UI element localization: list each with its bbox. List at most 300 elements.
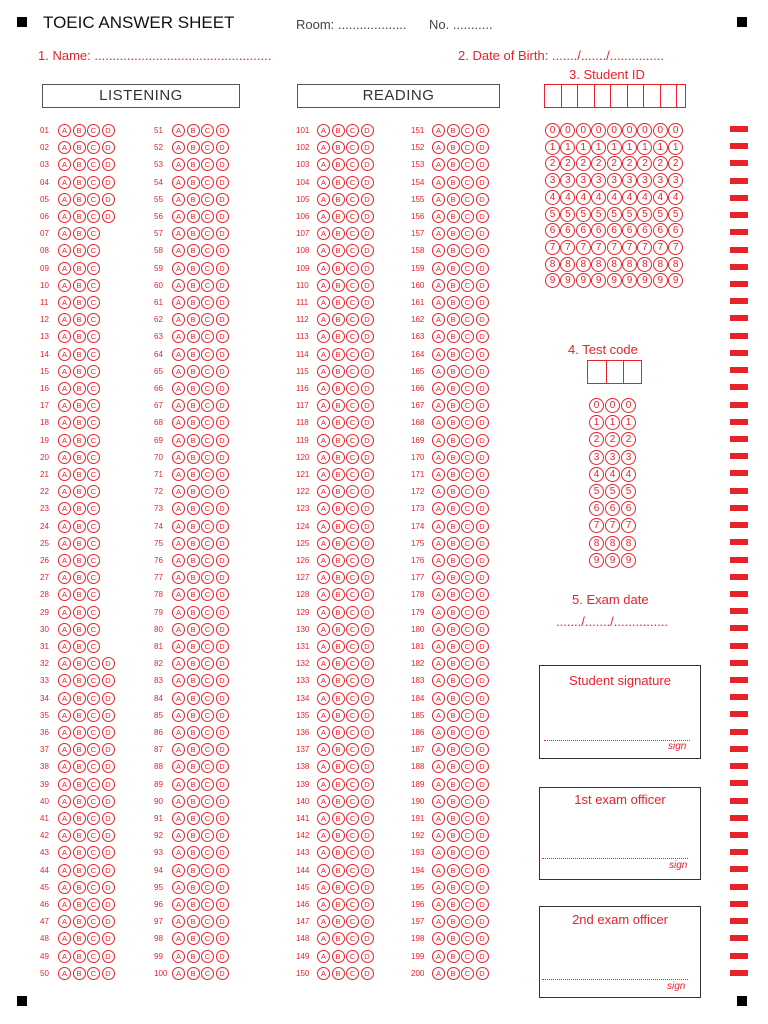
student-id-digit-bubble[interactable]: 3 [622,173,637,188]
answer-bubble-d[interactable]: D [102,657,115,670]
answer-bubble-d[interactable]: D [476,158,489,171]
answer-bubble-b[interactable]: B [447,778,460,791]
student-id-digit-bubble[interactable]: 5 [576,207,591,222]
test-code-digit-bubble[interactable]: 3 [621,450,636,465]
answer-bubble-b[interactable]: B [332,674,345,687]
answer-bubble-a[interactable]: A [172,846,185,859]
student-id-digit-bubble[interactable]: 0 [545,123,560,138]
answer-bubble-a[interactable]: A [58,262,71,275]
answer-bubble-c[interactable]: C [461,846,474,859]
answer-bubble-d[interactable]: D [476,967,489,980]
answer-bubble-c[interactable]: C [201,296,214,309]
answer-bubble-a[interactable]: A [58,778,71,791]
answer-bubble-b[interactable]: B [332,623,345,636]
answer-bubble-a[interactable]: A [432,485,445,498]
answer-bubble-b[interactable]: B [73,416,86,429]
answer-bubble-a[interactable]: A [58,330,71,343]
answer-bubble-a[interactable]: A [58,451,71,464]
answer-bubble-d[interactable]: D [361,502,374,515]
answer-bubble-c[interactable]: C [201,330,214,343]
answer-bubble-c[interactable]: C [87,915,100,928]
answer-bubble-c[interactable]: C [201,244,214,257]
answer-bubble-c[interactable]: C [461,726,474,739]
answer-bubble-b[interactable]: B [73,795,86,808]
student-id-digit-bubble[interactable]: 4 [591,190,606,205]
answer-bubble-d[interactable]: D [361,416,374,429]
student-id-digit-bubble[interactable]: 4 [622,190,637,205]
answer-bubble-b[interactable]: B [187,726,200,739]
answer-bubble-b[interactable]: B [73,571,86,584]
answer-bubble-d[interactable]: D [361,244,374,257]
answer-bubble-a[interactable]: A [172,330,185,343]
student-id-digit-bubble[interactable]: 0 [637,123,652,138]
answer-bubble-d[interactable]: D [216,348,229,361]
answer-bubble-c[interactable]: C [461,502,474,515]
answer-bubble-a[interactable]: A [58,485,71,498]
answer-bubble-a[interactable]: A [432,692,445,705]
answer-bubble-a[interactable]: A [432,846,445,859]
student-id-digit-bubble[interactable]: 6 [545,223,560,238]
test-code-digit-bubble[interactable]: 8 [621,536,636,551]
answer-bubble-c[interactable]: C [346,382,359,395]
answer-bubble-c[interactable]: C [201,778,214,791]
answer-bubble-d[interactable]: D [102,709,115,722]
answer-bubble-c[interactable]: C [461,915,474,928]
student-id-digit-bubble[interactable]: 1 [576,140,591,155]
answer-bubble-b[interactable]: B [187,812,200,825]
answer-bubble-b[interactable]: B [73,468,86,481]
answer-bubble-a[interactable]: A [432,262,445,275]
answer-bubble-a[interactable]: A [58,898,71,911]
student-id-digit-bubble[interactable]: 3 [545,173,560,188]
answer-bubble-d[interactable]: D [476,709,489,722]
answer-bubble-d[interactable]: D [216,451,229,464]
answer-bubble-c[interactable]: C [201,967,214,980]
answer-bubble-a[interactable]: A [317,674,330,687]
answer-bubble-c[interactable]: C [346,451,359,464]
student-id-digit-bubble[interactable]: 4 [607,190,622,205]
student-id-digit-bubble[interactable]: 3 [607,173,622,188]
answer-bubble-a[interactable]: A [317,313,330,326]
answer-bubble-a[interactable]: A [172,709,185,722]
answer-bubble-d[interactable]: D [102,124,115,137]
answer-bubble-c[interactable]: C [461,898,474,911]
answer-bubble-c[interactable]: C [87,846,100,859]
answer-bubble-a[interactable]: A [432,382,445,395]
answer-bubble-d[interactable]: D [476,726,489,739]
answer-bubble-c[interactable]: C [461,141,474,154]
answer-bubble-d[interactable]: D [361,382,374,395]
answer-bubble-c[interactable]: C [87,176,100,189]
answer-bubble-c[interactable]: C [87,674,100,687]
answer-bubble-c[interactable]: C [461,950,474,963]
answer-bubble-b[interactable]: B [447,313,460,326]
answer-bubble-a[interactable]: A [58,709,71,722]
answer-bubble-a[interactable]: A [432,399,445,412]
answer-bubble-d[interactable]: D [102,950,115,963]
answer-bubble-d[interactable]: D [476,451,489,464]
answer-bubble-d[interactable]: D [361,296,374,309]
test-code-digit-bubble[interactable]: 7 [621,518,636,533]
student-id-digit-bubble[interactable]: 7 [637,240,652,255]
answer-bubble-c[interactable]: C [87,778,100,791]
answer-bubble-a[interactable]: A [172,606,185,619]
answer-bubble-c[interactable]: C [461,485,474,498]
answer-bubble-b[interactable]: B [73,950,86,963]
answer-bubble-d[interactable]: D [102,898,115,911]
answer-bubble-b[interactable]: B [73,760,86,773]
answer-bubble-c[interactable]: C [87,829,100,842]
answer-bubble-d[interactable]: D [361,743,374,756]
answer-bubble-a[interactable]: A [317,193,330,206]
answer-bubble-b[interactable]: B [332,227,345,240]
answer-bubble-b[interactable]: B [447,571,460,584]
test-code-digit-bubble[interactable]: 1 [621,415,636,430]
answer-bubble-a[interactable]: A [317,468,330,481]
exam-date-field[interactable]: ......./......./............... [556,614,668,629]
answer-bubble-d[interactable]: D [102,176,115,189]
answer-bubble-c[interactable]: C [87,210,100,223]
answer-bubble-c[interactable]: C [201,141,214,154]
answer-bubble-c[interactable]: C [201,657,214,670]
answer-bubble-b[interactable]: B [447,864,460,877]
answer-bubble-a[interactable]: A [58,399,71,412]
answer-bubble-c[interactable]: C [461,348,474,361]
answer-bubble-d[interactable]: D [216,881,229,894]
answer-bubble-b[interactable]: B [332,262,345,275]
answer-bubble-c[interactable]: C [201,210,214,223]
answer-bubble-a[interactable]: A [172,967,185,980]
student-id-digit-bubble[interactable]: 9 [653,273,668,288]
answer-bubble-a[interactable]: A [432,864,445,877]
answer-bubble-a[interactable]: A [172,365,185,378]
answer-bubble-a[interactable]: A [172,348,185,361]
answer-bubble-b[interactable]: B [187,502,200,515]
answer-bubble-b[interactable]: B [332,485,345,498]
answer-bubble-a[interactable]: A [317,176,330,189]
answer-bubble-d[interactable]: D [361,760,374,773]
answer-bubble-c[interactable]: C [87,571,100,584]
answer-bubble-b[interactable]: B [73,726,86,739]
answer-bubble-b[interactable]: B [187,640,200,653]
answer-bubble-b[interactable]: B [187,227,200,240]
answer-bubble-b[interactable]: B [73,485,86,498]
answer-bubble-d[interactable]: D [102,726,115,739]
answer-bubble-a[interactable]: A [432,623,445,636]
answer-bubble-c[interactable]: C [87,726,100,739]
answer-bubble-d[interactable]: D [476,330,489,343]
answer-bubble-d[interactable]: D [476,262,489,275]
answer-bubble-a[interactable]: A [172,726,185,739]
answer-bubble-d[interactable]: D [102,778,115,791]
student-id-digit-bubble[interactable]: 8 [622,257,637,272]
answer-bubble-a[interactable]: A [317,967,330,980]
answer-bubble-c[interactable]: C [461,709,474,722]
answer-bubble-a[interactable]: A [317,434,330,447]
answer-bubble-b[interactable]: B [447,141,460,154]
answer-bubble-d[interactable]: D [476,348,489,361]
student-id-digit-bubble[interactable]: 3 [653,173,668,188]
answer-bubble-c[interactable]: C [346,692,359,705]
answer-bubble-c[interactable]: C [461,176,474,189]
answer-bubble-d[interactable]: D [216,399,229,412]
answer-bubble-a[interactable]: A [317,296,330,309]
answer-bubble-a[interactable]: A [432,330,445,343]
answer-bubble-b[interactable]: B [73,124,86,137]
answer-bubble-c[interactable]: C [346,795,359,808]
answer-bubble-d[interactable]: D [361,726,374,739]
answer-bubble-d[interactable]: D [216,227,229,240]
answer-bubble-d[interactable]: D [476,623,489,636]
answer-bubble-b[interactable]: B [332,537,345,550]
answer-bubble-b[interactable]: B [73,434,86,447]
answer-bubble-b[interactable]: B [187,416,200,429]
answer-bubble-b[interactable]: B [73,640,86,653]
student-id-digit-bubble[interactable]: 2 [653,156,668,171]
answer-bubble-c[interactable]: C [346,674,359,687]
answer-bubble-a[interactable]: A [58,416,71,429]
answer-bubble-c[interactable]: C [346,726,359,739]
answer-bubble-d[interactable]: D [476,537,489,550]
answer-bubble-a[interactable]: A [58,674,71,687]
answer-bubble-c[interactable]: C [87,743,100,756]
student-id-digit-bubble[interactable]: 6 [653,223,668,238]
answer-bubble-c[interactable]: C [346,588,359,601]
answer-bubble-a[interactable]: A [432,795,445,808]
answer-bubble-a[interactable]: A [58,692,71,705]
answer-bubble-c[interactable]: C [346,313,359,326]
answer-bubble-c[interactable]: C [461,330,474,343]
answer-bubble-c[interactable]: C [346,709,359,722]
answer-bubble-a[interactable]: A [432,726,445,739]
answer-bubble-a[interactable]: A [317,898,330,911]
answer-bubble-c[interactable]: C [346,262,359,275]
answer-bubble-d[interactable]: D [361,348,374,361]
answer-bubble-b[interactable]: B [447,416,460,429]
answer-bubble-c[interactable]: C [461,244,474,257]
answer-bubble-d[interactable]: D [102,915,115,928]
answer-bubble-b[interactable]: B [447,915,460,928]
answer-bubble-d[interactable]: D [476,279,489,292]
answer-bubble-a[interactable]: A [432,571,445,584]
answer-bubble-b[interactable]: B [187,296,200,309]
answer-bubble-b[interactable]: B [332,915,345,928]
answer-bubble-c[interactable]: C [346,898,359,911]
answer-bubble-a[interactable]: A [172,864,185,877]
student-id-digit-bubble[interactable]: 5 [560,207,575,222]
answer-bubble-b[interactable]: B [73,537,86,550]
answer-bubble-b[interactable]: B [187,399,200,412]
answer-bubble-b[interactable]: B [187,760,200,773]
answer-bubble-c[interactable]: C [461,382,474,395]
answer-bubble-a[interactable]: A [432,434,445,447]
answer-bubble-b[interactable]: B [447,657,460,670]
answer-bubble-a[interactable]: A [172,657,185,670]
test-code-digit-bubble[interactable]: 1 [589,415,604,430]
test-code-digit-bubble[interactable]: 2 [621,432,636,447]
answer-bubble-c[interactable]: C [461,262,474,275]
answer-bubble-c[interactable]: C [346,434,359,447]
answer-bubble-a[interactable]: A [317,864,330,877]
answer-bubble-b[interactable]: B [73,399,86,412]
answer-bubble-a[interactable]: A [317,657,330,670]
answer-bubble-a[interactable]: A [432,743,445,756]
answer-bubble-b[interactable]: B [187,244,200,257]
answer-bubble-b[interactable]: B [332,829,345,842]
answer-bubble-a[interactable]: A [317,726,330,739]
answer-bubble-b[interactable]: B [73,692,86,705]
answer-bubble-d[interactable]: D [476,692,489,705]
answer-bubble-b[interactable]: B [73,348,86,361]
answer-bubble-c[interactable]: C [201,554,214,567]
answer-bubble-a[interactable]: A [317,382,330,395]
answer-bubble-b[interactable]: B [73,262,86,275]
student-id-digit-bubble[interactable]: 2 [637,156,652,171]
answer-bubble-d[interactable]: D [361,674,374,687]
answer-bubble-d[interactable]: D [361,709,374,722]
answer-bubble-c[interactable]: C [201,124,214,137]
answer-bubble-d[interactable]: D [361,606,374,619]
student-id-digit-bubble[interactable]: 9 [607,273,622,288]
answer-bubble-c[interactable]: C [201,262,214,275]
answer-bubble-a[interactable]: A [172,262,185,275]
answer-bubble-d[interactable]: D [216,520,229,533]
answer-bubble-d[interactable]: D [216,313,229,326]
answer-bubble-c[interactable]: C [346,950,359,963]
answer-bubble-c[interactable]: C [461,623,474,636]
answer-bubble-c[interactable]: C [201,640,214,653]
answer-bubble-c[interactable]: C [346,485,359,498]
answer-bubble-a[interactable]: A [58,743,71,756]
test-code-digit-bubble[interactable]: 9 [621,553,636,568]
answer-bubble-a[interactable]: A [58,657,71,670]
answer-bubble-c[interactable]: C [87,193,100,206]
answer-bubble-d[interactable]: D [361,778,374,791]
answer-bubble-c[interactable]: C [346,846,359,859]
answer-bubble-a[interactable]: A [317,485,330,498]
answer-bubble-c[interactable]: C [346,193,359,206]
answer-bubble-c[interactable]: C [461,279,474,292]
answer-bubble-d[interactable]: D [476,795,489,808]
answer-bubble-c[interactable]: C [87,416,100,429]
student-id-digit-bubble[interactable]: 2 [668,156,683,171]
test-code-digit-bubble[interactable]: 9 [605,553,620,568]
answer-bubble-b[interactable]: B [73,915,86,928]
answer-bubble-a[interactable]: A [432,881,445,894]
student-id-digit-bubble[interactable]: 0 [668,123,683,138]
answer-bubble-d[interactable]: D [102,795,115,808]
answer-bubble-d[interactable]: D [216,743,229,756]
student-id-digit-bubble[interactable]: 5 [637,207,652,222]
answer-bubble-a[interactable]: A [432,950,445,963]
answer-bubble-a[interactable]: A [58,227,71,240]
answer-bubble-b[interactable]: B [447,348,460,361]
test-code-digit-bubble[interactable]: 9 [589,553,604,568]
answer-bubble-b[interactable]: B [447,554,460,567]
answer-bubble-b[interactable]: B [73,382,86,395]
answer-bubble-a[interactable]: A [58,365,71,378]
answer-bubble-a[interactable]: A [432,227,445,240]
answer-bubble-b[interactable]: B [332,141,345,154]
student-id-digit-bubble[interactable]: 9 [576,273,591,288]
answer-bubble-c[interactable]: C [346,760,359,773]
answer-bubble-c[interactable]: C [461,520,474,533]
answer-bubble-d[interactable]: D [216,141,229,154]
answer-bubble-d[interactable]: D [216,640,229,653]
answer-bubble-a[interactable]: A [172,623,185,636]
answer-bubble-c[interactable]: C [87,502,100,515]
answer-bubble-d[interactable]: D [361,193,374,206]
answer-bubble-d[interactable]: D [476,124,489,137]
answer-bubble-c[interactable]: C [346,606,359,619]
answer-bubble-d[interactable]: D [361,313,374,326]
answer-bubble-c[interactable]: C [201,502,214,515]
answer-bubble-a[interactable]: A [172,520,185,533]
answer-bubble-b[interactable]: B [447,674,460,687]
answer-bubble-d[interactable]: D [476,399,489,412]
answer-bubble-a[interactable]: A [317,348,330,361]
answer-bubble-c[interactable]: C [201,279,214,292]
answer-bubble-a[interactable]: A [58,434,71,447]
answer-bubble-a[interactable]: A [432,365,445,378]
answer-bubble-b[interactable]: B [73,881,86,894]
answer-bubble-d[interactable]: D [216,210,229,223]
answer-bubble-c[interactable]: C [346,330,359,343]
answer-bubble-b[interactable]: B [447,262,460,275]
answer-bubble-b[interactable]: B [447,210,460,223]
student-id-digit-bubble[interactable]: 8 [576,257,591,272]
answer-bubble-d[interactable]: D [476,313,489,326]
student-id-digit-bubble[interactable]: 2 [560,156,575,171]
answer-bubble-c[interactable]: C [87,554,100,567]
answer-bubble-b[interactable]: B [332,881,345,894]
answer-bubble-b[interactable]: B [447,382,460,395]
test-code-digit-bubble[interactable]: 5 [589,484,604,499]
answer-bubble-b[interactable]: B [332,950,345,963]
answer-bubble-a[interactable]: A [58,520,71,533]
answer-bubble-b[interactable]: B [447,365,460,378]
answer-bubble-c[interactable]: C [201,485,214,498]
student-id-digit-bubble[interactable]: 9 [622,273,637,288]
student-id-digit-bubble[interactable]: 2 [591,156,606,171]
answer-bubble-a[interactable]: A [432,709,445,722]
student-id-boxes[interactable] [544,84,686,108]
student-id-digit-bubble[interactable]: 8 [653,257,668,272]
answer-bubble-d[interactable]: D [361,279,374,292]
answer-bubble-b[interactable]: B [447,726,460,739]
answer-bubble-c[interactable]: C [461,812,474,825]
answer-bubble-a[interactable]: A [58,468,71,481]
answer-bubble-c[interactable]: C [201,864,214,877]
answer-bubble-b[interactable]: B [73,158,86,171]
answer-bubble-b[interactable]: B [187,881,200,894]
answer-bubble-b[interactable]: B [447,451,460,464]
answer-bubble-d[interactable]: D [476,416,489,429]
answer-bubble-b[interactable]: B [447,124,460,137]
answer-bubble-a[interactable]: A [317,451,330,464]
answer-bubble-b[interactable]: B [187,692,200,705]
answer-bubble-d[interactable]: D [476,915,489,928]
answer-bubble-a[interactable]: A [317,623,330,636]
answer-bubble-b[interactable]: B [332,657,345,670]
answer-bubble-a[interactable]: A [317,829,330,842]
answer-bubble-a[interactable]: A [172,950,185,963]
answer-bubble-a[interactable]: A [432,348,445,361]
answer-bubble-a[interactable]: A [172,399,185,412]
answer-bubble-c[interactable]: C [201,520,214,533]
answer-bubble-d[interactable]: D [476,743,489,756]
answer-bubble-b[interactable]: B [447,812,460,825]
